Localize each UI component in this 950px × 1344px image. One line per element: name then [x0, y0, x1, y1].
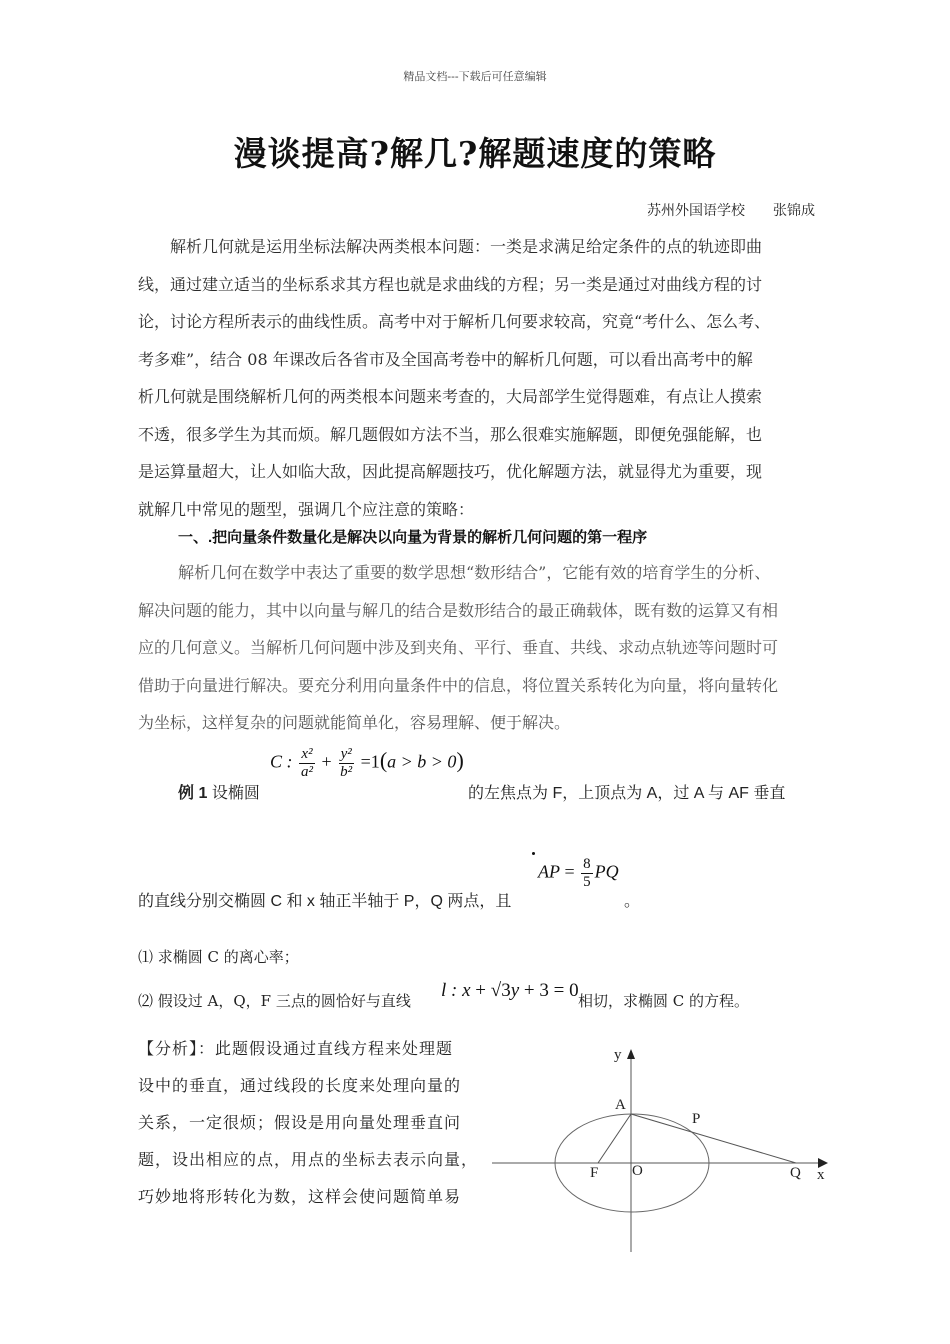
- section1-line: 借助于向量进行解决。要充分利用向量条件中的信息，将位置关系转化为向量，将向量转化: [138, 675, 779, 695]
- example-line2: 的直线分别交椭圆 C 和 x 轴正半轴于 P，Q 两点，且: [138, 893, 512, 910]
- tangent-line-equation: l : x + √3y + 3 = 0: [441, 980, 579, 1001]
- intro-paragraph: [138, 228, 828, 528]
- section-heading: 一、.把向量条件数量化是解决以向量为背景的解析几何问题的第一程序: [178, 529, 648, 546]
- vector-equation: AP = $\frac{8}{5}$ PQ: [538, 856, 619, 890]
- example-suffix: 的左焦点为 F，上顶点为 A，过 A 与 AF 垂直: [468, 785, 786, 802]
- intro-line: 论，讨论方程所表示的曲线性质。高考中对于解析几何要求较高，究竟“考什么、怎么考、: [138, 312, 771, 331]
- analysis-line: 巧妙地将形转化为数，这样会使问题简单易: [138, 1187, 462, 1206]
- question-2-suffix: 相切，求椭圆 C 的方程。: [578, 992, 750, 1010]
- section1-line: 为坐标，这样复杂的问题就能简单化，容易理解、便于解决。: [138, 713, 571, 732]
- analysis-paragraph: [138, 1030, 483, 1215]
- label-o: O: [632, 1163, 643, 1179]
- analysis-line: 关系，一定很烦；假设是用向量处理垂直问: [138, 1113, 462, 1132]
- intro-line: 析几何就是围绕解析几何的两类根本问题来考查的，大局部学生觉得题难，有点让人摸索: [138, 387, 763, 406]
- analysis-line: 【分析】：此题假设通过直线方程来处理题: [138, 1039, 454, 1058]
- analysis-line: 设中的垂直，通过线段的长度来处理向量的: [138, 1076, 462, 1095]
- label-a: A: [615, 1097, 626, 1113]
- label-y: y: [614, 1047, 622, 1063]
- segment-aq: [631, 1114, 796, 1163]
- question-1: ⑴ 求椭圆 C 的离心率；: [138, 948, 299, 966]
- question-2-prefix: ⑵ 假设过 A，Q，F 三点的圆恰好与直线: [138, 992, 411, 1010]
- analysis-line: 题，设出相应的点，用点的坐标去表示向量，: [138, 1150, 479, 1169]
- author-line: 苏州外国语学校 张锦成: [647, 203, 815, 219]
- example-line2-end: 。: [624, 893, 641, 910]
- label-p: P: [692, 1111, 701, 1127]
- ellipse-diagram: [490, 1035, 840, 1260]
- intro-line: 解析几何就是运用坐标法解决两类根本问题：一类是求满足给定条件的点的轨迹即曲: [170, 237, 763, 256]
- intro-line: 线，通过建立适当的坐标系求其方程也就是求曲线的方程；另一类是通过对曲线方程的讨: [138, 274, 763, 294]
- label-f: F: [590, 1165, 599, 1181]
- section1-paragraph: [138, 554, 828, 742]
- ellipse-equation: C : $\frac{\text{x²}}{\text{a²}}$ + $\frac{\text{y²}}{\text{b²}}$ =1(a > b > 0): [270, 746, 464, 780]
- intro-line: 不透，很多学生为其而烦。解几题假如方法不当，那么很难实施解题，即便免强能解，也: [138, 424, 763, 444]
- page-title: 漫谈提高?解几?解题速度的策略: [233, 134, 717, 173]
- fraction-y: $\frac{\text{y²}}{\text{b²}}$: [340, 746, 353, 780]
- label-q: Q: [790, 1165, 801, 1181]
- intro-line: 是运算量超大，让人如临大敌，因此提高解题技巧，优化解题方法，就显得尤为重要，现: [138, 462, 763, 481]
- example-label: 例 1: [178, 785, 208, 802]
- dot-mark: [532, 852, 535, 855]
- intro-line: 考多难”，结合 08 年课改后各省市及全国高考卷中的解析几何题，可以看出高考中的解: [138, 349, 753, 369]
- page-header: 精品文档---下载后可任意编辑: [403, 70, 547, 83]
- section1-line: 解析几何在数学中表达了重要的数学思想“数形结合”，它能有效的培育学生的分析、: [178, 563, 771, 582]
- intro-line: 就解几中常见的题型，强调几个应注意的策略：: [138, 499, 475, 519]
- segment-fa: [598, 1114, 631, 1163]
- fraction-x: $\frac{\text{x²}}{\text{a²}}$: [301, 746, 313, 780]
- section1-line: 解决问题的能力，其中以向量与解几的结合是数形结合的最正确载体，既有数的运算又有相: [138, 600, 779, 620]
- section1-line: 应的几何意义。当解析几何问题中涉及到夹角、平行、垂直、共线、求动点轨迹等问题时可: [138, 638, 779, 657]
- example-label-line: [178, 780, 260, 803]
- example-prefix: 设椭圆: [211, 785, 260, 802]
- label-x: x: [817, 1167, 825, 1183]
- y-axis-arrow-icon: [627, 1049, 635, 1059]
